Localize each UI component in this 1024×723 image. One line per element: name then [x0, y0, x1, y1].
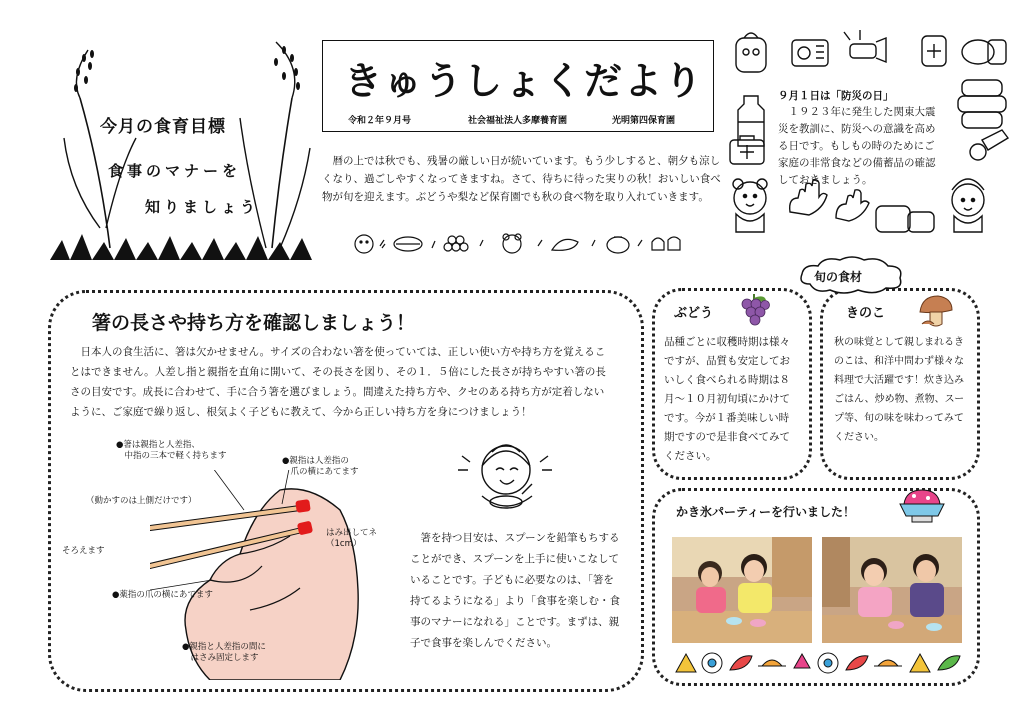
- label-thumb-index: ●親指と人差指の間に はさみ固定します: [182, 642, 266, 663]
- school-name: 光明第四保育園: [612, 116, 676, 126]
- issue-date: 令和２年９月号: [348, 116, 412, 126]
- disaster-day-title: ９月１日は「防災の日」: [778, 90, 894, 102]
- organization-name: 社会福祉法人多摩養育園: [468, 116, 568, 126]
- goal-line1: 食事のマナーを: [108, 162, 242, 180]
- grape-icon: [738, 292, 770, 328]
- mushroom-body: 秋の味覚として親しまれるきのこは、和洋中問わず様々な料理で大活躍です！炊き込みごはん、炒め物、煮物、スープ等、旬の味を味わってみてください。: [834, 337, 965, 443]
- goal-title: 今月の食育目標: [100, 117, 226, 137]
- child-eating-illustration: [452, 436, 562, 520]
- party-title: かき氷パーティーを行いました！: [676, 505, 856, 519]
- grape-title: ぶどう: [674, 306, 714, 321]
- chopsticks-body: 日本人の食生活に、箸は欠かせません。サイズの合わない箸を使っていては、正しい使い方や持ち方を覚えることはできません。人差し指と親指を直角に開いて、その長さを図り、その１．５倍にした長さが持ちやすい箸の長さの目安です。成長に合わせて、手に合う箸を選びましょう。間違えた持ち方や、クセのある持ち方が定着しないように、ご家庭で繰り返し、根気よく子どもに教えて、今から正しい持ち方を身につけましょう！: [70, 346, 606, 418]
- disaster-day-body: １９２３年に発生した関東大震災を教訓に、防災への意識を高める日です。もしもの時のためにご家庭の非常食などの備蓄品の確認しておきましょう。: [778, 106, 936, 186]
- label-ring-finger: ●薬指の爪の横にあてます: [112, 590, 213, 600]
- shaved-ice-icon: [896, 488, 948, 526]
- mushroom-icon: [918, 294, 954, 328]
- intro-paragraph: 暦の上では秋でも、残暑の厳しい日が続いています。もう少しすると、朝夕も涼しくなり、過ごしやすくなってきますね。さて、待ちに待った実りの秋！おいしい食べ物が旬を迎えます。ぶどうや梨など保育園でも秋の食べ物を取り入れていきます。: [322, 155, 721, 203]
- rice-plant-illustration: [40, 28, 320, 268]
- label-stick-out: はみ出してネ （1cm）: [326, 528, 378, 549]
- newsletter-title: きゅうしょくだより: [344, 59, 705, 103]
- label-align: そろえます: [62, 546, 105, 556]
- seasonal-label: 旬の食材: [814, 270, 863, 284]
- label-move-upper: （動かすのは上側だけです）: [86, 496, 197, 506]
- grape-body: 品種ごとに収穫時期は様々ですが、品質も安定しておいしく食べられる時期は８月～１０月初旬頃にかけてです。今が１番美味しい時期ですので是非食べてみてください。: [664, 336, 790, 462]
- food-icons-row: [352, 232, 692, 256]
- chopsticks-title: 箸の長さや持ち方を確認しましょう！: [92, 312, 416, 334]
- summer-icons-row: [672, 650, 962, 676]
- label-thumb-nail: ●親指は人差指の 爪の横にあてます: [282, 456, 359, 477]
- goal-line2: 知りましょう: [145, 198, 260, 216]
- mushroom-title: きのこ: [846, 306, 886, 321]
- label-three-fingers: ●箸は親指と人差指、 中指の三本で軽く持ちます: [116, 440, 227, 461]
- party-photo-2: [822, 537, 962, 643]
- chopsticks-side-text: 箸を持つ目安は、スプーンを鉛筆もちすることができ、スプーンを上手に使いこなしていることです。子どもに必要なのは、「箸を持てるようになる」より「食事を楽しむ・食事のマナーになれる」ことです。まずは、親子で食事を楽しんでください。: [410, 532, 620, 649]
- party-photo-1: [672, 537, 812, 643]
